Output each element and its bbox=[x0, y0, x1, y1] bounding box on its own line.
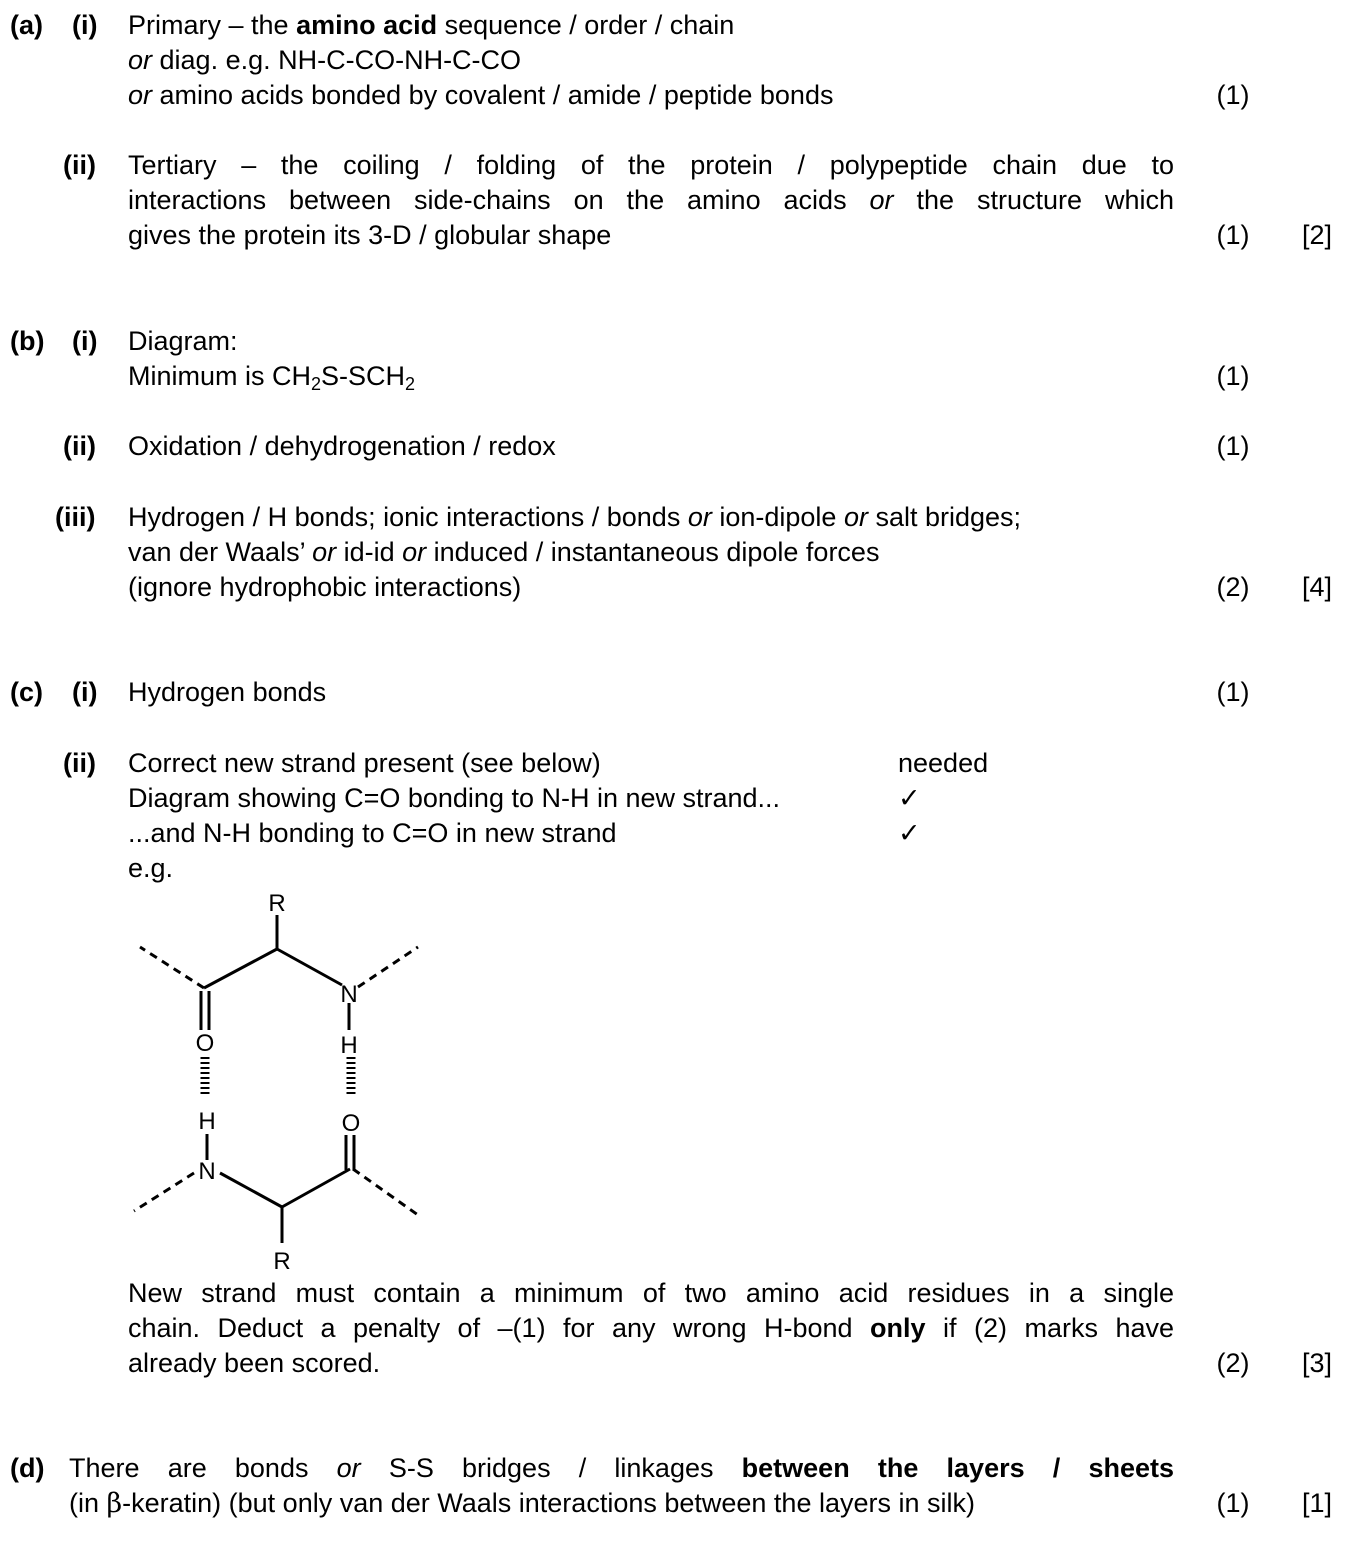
c-ii-eg: e.g. bbox=[128, 853, 174, 883]
d-mark: (1) bbox=[1216, 1488, 1250, 1518]
c-ii-note1: New strand must contain a minimum of two amino acid residues in a single bbox=[128, 1278, 1174, 1308]
b-i-mark: (1) bbox=[1216, 361, 1250, 391]
b-iii-line3: (ignore hydrophobic interactions) bbox=[128, 572, 522, 602]
dashed-bond bbox=[140, 947, 204, 988]
checkmark-icon: ✓ bbox=[898, 818, 921, 848]
a-ii-line1: Tertiary – the coiling / folding of the protein / polypeptide chain due to bbox=[128, 150, 1174, 180]
part-a-label: (a) bbox=[10, 10, 43, 40]
bond-line bbox=[282, 1169, 350, 1207]
b-iii-mark: (2) bbox=[1216, 572, 1250, 602]
c-ii-row3: ...and N-H bonding to C=O in new strand bbox=[128, 818, 617, 848]
oxygen-bottom: O bbox=[341, 1110, 361, 1137]
part-d-label: (d) bbox=[10, 1453, 45, 1483]
c-ii-row1-status: needed bbox=[898, 748, 989, 778]
c-ii-number: (ii) bbox=[63, 748, 96, 778]
nitrogen-top: N bbox=[340, 981, 358, 1008]
b-iii-line1: Hydrogen / H bonds; ionic interactions / bonds or ion-dipole or salt bridges; bbox=[128, 502, 1022, 532]
a-ii-mark: (1) bbox=[1216, 220, 1250, 250]
dashed-bond bbox=[353, 1169, 418, 1215]
nitrogen-bottom: N bbox=[198, 1158, 216, 1185]
r-group-bottom: R bbox=[273, 1248, 291, 1275]
oxygen-top: O bbox=[195, 1030, 215, 1057]
c-ii-row2: Diagram showing C=O bonding to N-H in new strand... bbox=[128, 783, 781, 813]
d-line1: There are bonds or S-S bridges / linkages between the layers / sheets bbox=[69, 1453, 1174, 1483]
a-i-line1: Primary – the amino acid sequence / order / chain bbox=[128, 10, 735, 40]
a-i-number: (i) bbox=[72, 10, 98, 40]
c-i-mark: (1) bbox=[1216, 677, 1250, 707]
a-ii-number: (ii) bbox=[63, 150, 96, 180]
b-ii-number: (ii) bbox=[63, 431, 96, 461]
c-ii-note2: chain. Deduct a penalty of –(1) for any wrong H-bond only if (2) marks have bbox=[128, 1313, 1174, 1343]
a-total: [2] bbox=[1301, 220, 1332, 250]
dashed-bond bbox=[134, 1173, 194, 1211]
bond-line bbox=[277, 949, 342, 985]
part-b-label: (b) bbox=[10, 326, 45, 356]
bond-line bbox=[220, 1173, 282, 1207]
b-ii-line1: Oxidation / dehydrogenation / redox bbox=[128, 431, 556, 461]
c-ii-mark: (2) bbox=[1216, 1348, 1250, 1378]
hydrogen-top: H bbox=[340, 1032, 358, 1059]
a-i-mark: (1) bbox=[1216, 80, 1250, 110]
part-c-label: (c) bbox=[10, 677, 43, 707]
r-group-top: R bbox=[268, 890, 286, 917]
b-i-line1: Diagram: bbox=[128, 326, 238, 356]
hydrogen-bond-diagram bbox=[120, 885, 440, 1280]
dashed-bond bbox=[358, 947, 418, 987]
a-ii-line2: interactions between side-chains on the amino acids or the structure which bbox=[128, 185, 1174, 215]
b-i-line2: Minimum is $CH_2S-SCH_2$ bbox=[128, 361, 416, 394]
c-i-number: (i) bbox=[72, 677, 98, 707]
bond-line bbox=[204, 949, 277, 988]
b-total: [4] bbox=[1301, 572, 1332, 602]
b-iii-line2: van der Waals’ or id-id or induced / instantaneous dipole forces bbox=[128, 537, 880, 567]
hydrogen-bottom: H bbox=[198, 1108, 216, 1135]
c-ii-note3: already been scored. bbox=[128, 1348, 381, 1378]
d-total: [1] bbox=[1301, 1488, 1332, 1518]
d-line2: (in β-keratin) (but only van der Waals interactions between the layers in silk) bbox=[69, 1488, 975, 1519]
c-i-line1: Hydrogen bonds bbox=[128, 677, 327, 707]
b-iii-number: (iii) bbox=[55, 502, 96, 532]
a-i-line3: or amino acids bonded by covalent / amide / peptide bonds bbox=[128, 80, 834, 110]
b-i-number: (i) bbox=[72, 326, 98, 356]
a-i-line2: or diag. e.g. NH-C-CO-NH-C-CO bbox=[128, 45, 522, 75]
c-total: [3] bbox=[1301, 1348, 1332, 1378]
checkmark-icon: ✓ bbox=[898, 783, 921, 813]
b-ii-mark: (1) bbox=[1216, 431, 1250, 461]
a-ii-line3: gives the protein its 3-D / globular shape bbox=[128, 220, 612, 250]
c-ii-row1: Correct new strand present (see below) bbox=[128, 748, 601, 778]
